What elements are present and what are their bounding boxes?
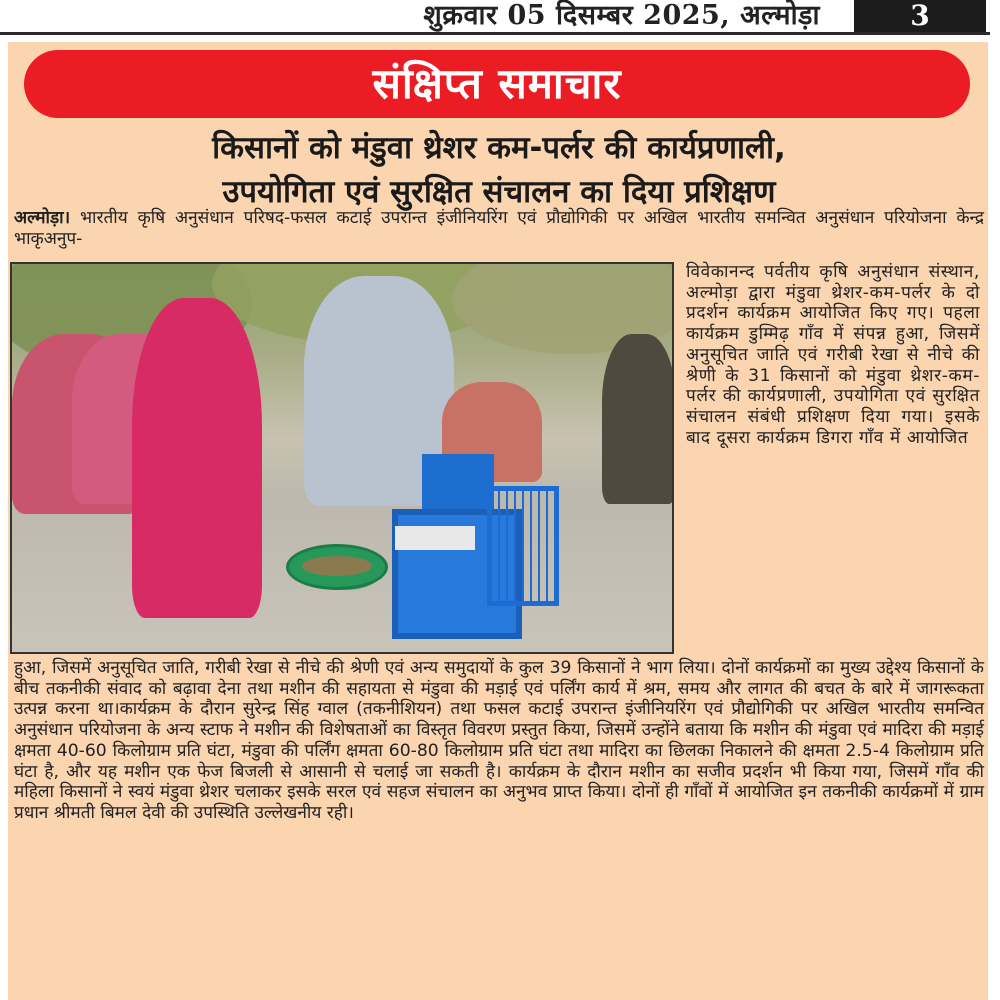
article-lead (14, 208, 984, 249)
photo-machine-hopper (422, 454, 494, 510)
masthead-divider (0, 32, 990, 35)
article-photo (10, 262, 674, 654)
masthead-date-line: शुक्रवार 05 दिसम्बर 2025, अल्मोड़ा (423, 0, 820, 31)
section-title-banner: संक्षिप्त समाचार (24, 50, 970, 118)
photo-machine-cage (487, 486, 559, 606)
headline-line-2: उपयोगिता एवं सुरक्षित संचालन का दिया प्रशिक्षण (222, 174, 776, 210)
article-lead-text: भारतीय कृषि अनुसंधान परिषद-फसल कटाई उपरान्त इंजीनियरिंग एवं प्रौद्योगिकी पर अखिल भारतीय समन्वित अनुसंधान परियोजना केन्द्र भाकृअनुप- (14, 208, 984, 249)
next-article-headline-fragment (14, 986, 984, 1000)
photo-woman-operator (132, 298, 262, 618)
masthead (0, 0, 1000, 34)
article-dateline: अल्मोड़ा। (14, 208, 71, 228)
page-number: 3 (854, 0, 986, 32)
article-headline (14, 126, 984, 214)
article-body-continued: हुआ, जिसमें अनुसूचित जाति, गरीबी रेखा से नीचे की श्रेणी एवं अन्य समुदायों के कुल 39 किसानों ने भाग लिया। दोनों कार्यक्रमों का मुख्य उद्देश्य किसानों के बीच तकनीकी संवाद को बढ़ावा देना तथा मशीन की सहायता से मंडुवा की मड़ाई एवं पर्लिंग कार्य में श्रम, समय और लागत की बचत के बारे में जागरूकता उत्पन्न करना था।कार्यक्रम के दौरान सुरेन्द्र सिंह ग्वाल (तकनीशियन) तथा फसल कटाई उपरान्त इंजीनियरिंग एवं प्रौद्योगिकी पर अखिल भारतीय समन्वित अनुसंधान परियोजना के अन्य स्टाफ ने मशीन की विशेषताओं का विस्तृत विवरण प्रस्तुत किया, जिसमें उन्होंने बताया कि मशीन की मंडुवा एवं मादिरा की मड़ाई क्षमता 40-60 किलोग्राम प्रति घंटा, मंडुवा की पर्लिंग क्षमता 60-80 किलोग्राम प्रति घंटा तथा मादिरा का छिलका निकालने की क्षमता 2.5-4 किलोग्राम प्रति घंटा है, और यह मशीन एक फेज बिजली से आसानी से चलाई जा सकती है। कार्यक्रम के दौरान मशीन का सजीव प्रदर्शन भी किया गया, जिसमें गाँव की महिला किसानों ने स्वयं मंडुवा थ्रेशर चलाकर इसके सरल एवं सहज संचालन का अनुभव प्राप्त किया। दोनों ही गाँवों में आयोजित इन तकनीकी कार्यक्रमों में ग्राम प्रधान श्रीमती बिमल देवी की उपस्थिति उल्लेखनीय रही। (14, 658, 984, 823)
photo-machine-label (395, 526, 475, 550)
photo-grain (302, 556, 372, 576)
article-side-column: विवेकानन्द पर्वतीय कृषि अनुसंधान संस्थान, अल्मोड़ा द्वारा मंडुवा थ्रेशर-कम-पर्लर के दो प्रदर्शन कार्यक्रम आयोजित किए गए। पहला कार्यक्रम डुम्मिढ़ गाँव में संपन्न हुआ, जिसमें अनुसूचित जाति एवं गरीबी रेखा से नीचे की श्रेणी के 31 किसानों को मंडुवा थ्रेशर-कम-पर्लर की कार्यप्रणाली, उपयोगिता एवं सुरक्षित संचालन संबंधी प्रशिक्षण दिया गया। इसके बाद दूसरा कार्यक्रम डिगरा गाँव में आयोजित (686, 262, 980, 448)
headline-line-1: किसानों को मंडुवा थ्रेशर कम-पर्लर की कार्यप्रणाली, (212, 130, 786, 166)
photo-man-right (602, 334, 674, 504)
